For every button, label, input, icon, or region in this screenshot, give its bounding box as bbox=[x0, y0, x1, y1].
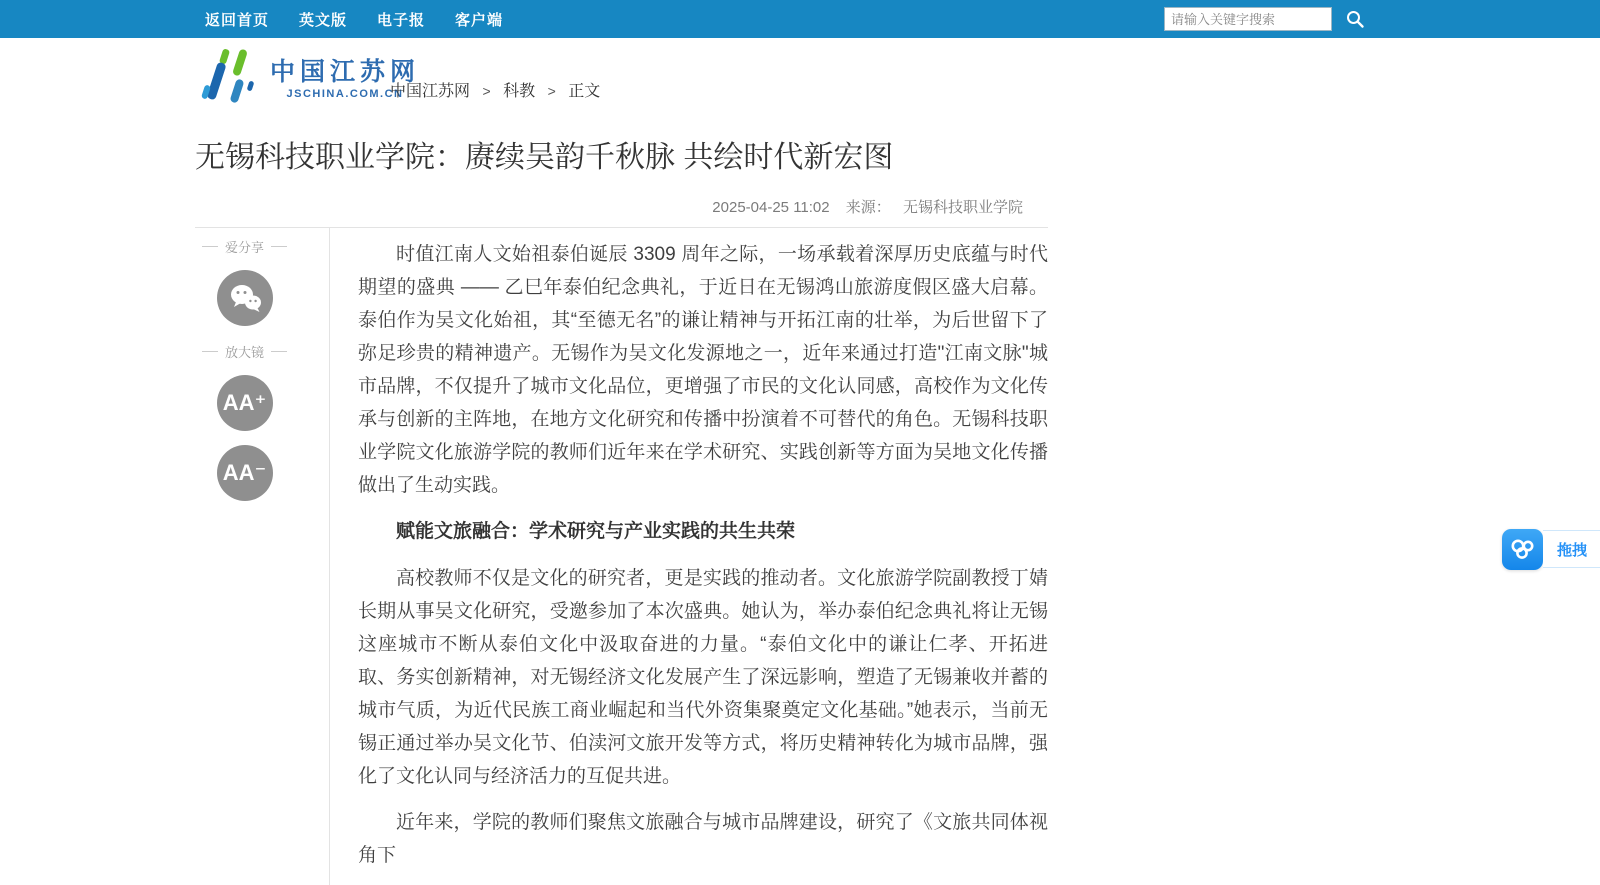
paragraph: 高校教师不仅是文化的研究者，更是实践的推动者。文化旅游学院副教授丁婧长期从事吴文化研究，受邀参加了本次盛典。她认为，举办泰伯纪念典礼将让无锡这座城市不断从泰伯文化中汲取奋进的力量。“泰伯文化中的谦让仁孝、开拓进取、务实创新精神，对无锡经济文化发展产生了深远影响，塑造了无锡兼收并蓄的城市气质，为近代民族工商业崛起和当代外资集聚奠定文化基础。”她表示，当前无锡正通过举办吴文化节、伯渎河文旅开发等方式，将历史精神转化为城市品牌，强化了文化认同与经济活力的互促共进。 bbox=[358, 568, 1048, 787]
paragraph: 时值江南人文始祖泰伯诞辰 3309 周年之际，一场承载着深厚历史底蕴与时代期望的盛典 —— 乙巳年泰伯纪念典礼，于近日在无锡鸿山旅游度假区盛大启幕。泰伯作为吴文化始祖，其“至德无名”的谦让精神与开拓江南的壮举，为后世留下了弥足珍贵的精神遗产。无锡作为吴文化发源地之一，近年来通过打造"江南文脉"城市品牌，不仅提升了城市文化品位，更增强了市民的文化认同感，高校作为文化传承与创新的主阵地，在地方文化研究和传播中扮演着不可替代的角色。无锡科技职业学院文化旅游学院的教师们近年来在学术研究、实践创新等方面为吴地文化传播做出了生动实践。 bbox=[358, 244, 1048, 496]
netdisk-drag-label[interactable]: 拖拽 bbox=[1543, 530, 1600, 568]
article-meta bbox=[195, 196, 1048, 217]
nav-link-client[interactable]: 客户端 bbox=[455, 11, 504, 29]
wechat-share-button[interactable] bbox=[217, 270, 273, 326]
article-title: 无锡科技职业学院：赓续吴韵千秋脉 共绘时代新宏图 bbox=[195, 141, 894, 174]
section-subheading: 赋能文旅融合：学术研究与产业实践的共生共荣 bbox=[396, 521, 796, 542]
nav-link-epaper[interactable]: 电子报 bbox=[377, 11, 426, 29]
breadcrumb-current: 正文 bbox=[568, 83, 601, 100]
article-date: 2025-04-25 11:02 bbox=[712, 199, 830, 216]
site-logo[interactable] bbox=[200, 48, 420, 110]
wechat-icon bbox=[228, 283, 262, 313]
article-body-row bbox=[195, 228, 1048, 885]
article-content bbox=[330, 228, 1048, 885]
breadcrumb-section[interactable]: 科教 bbox=[503, 83, 536, 100]
font-decrease-button[interactable]: AA⁻ bbox=[217, 445, 273, 501]
share-label: 爱分享 bbox=[195, 237, 294, 256]
article-title-block bbox=[195, 138, 1048, 228]
search-area bbox=[1164, 7, 1366, 31]
logo-domain: JSCHINA.COM.CN bbox=[286, 88, 404, 100]
breadcrumb-separator: > bbox=[547, 83, 556, 99]
share-rail bbox=[195, 228, 330, 885]
breadcrumb-separator: > bbox=[482, 83, 491, 99]
source-label: 来源： bbox=[845, 199, 891, 216]
nav-link-english[interactable]: 英文版 bbox=[299, 11, 348, 29]
jschina-logo-mark-icon bbox=[200, 48, 262, 110]
article-source: 无锡科技职业学院 bbox=[902, 199, 1023, 216]
site-header bbox=[0, 38, 1600, 130]
search-icon bbox=[1345, 9, 1365, 29]
breadcrumb-site[interactable]: 中国江苏网 bbox=[390, 83, 471, 100]
font-increase-button[interactable]: AA⁺ bbox=[217, 375, 273, 431]
logo-title: 中国江苏网 bbox=[270, 58, 421, 86]
zoom-label: 放大镜 bbox=[195, 342, 294, 361]
netdisk-save-widget[interactable] bbox=[1502, 528, 1600, 570]
paragraph: 近年来，学院的教师们聚焦文旅融合与城市品牌建设，研究了《文旅共同体视角下 bbox=[358, 812, 1048, 866]
search-input[interactable] bbox=[1164, 7, 1332, 31]
search-button[interactable] bbox=[1344, 8, 1366, 30]
top-navigation-bar bbox=[0, 0, 1600, 38]
baidu-netdisk-icon[interactable] bbox=[1502, 529, 1543, 570]
nav-link-home[interactable]: 返回首页 bbox=[205, 11, 270, 29]
topbar-links bbox=[205, 0, 533, 38]
breadcrumb bbox=[390, 78, 600, 101]
